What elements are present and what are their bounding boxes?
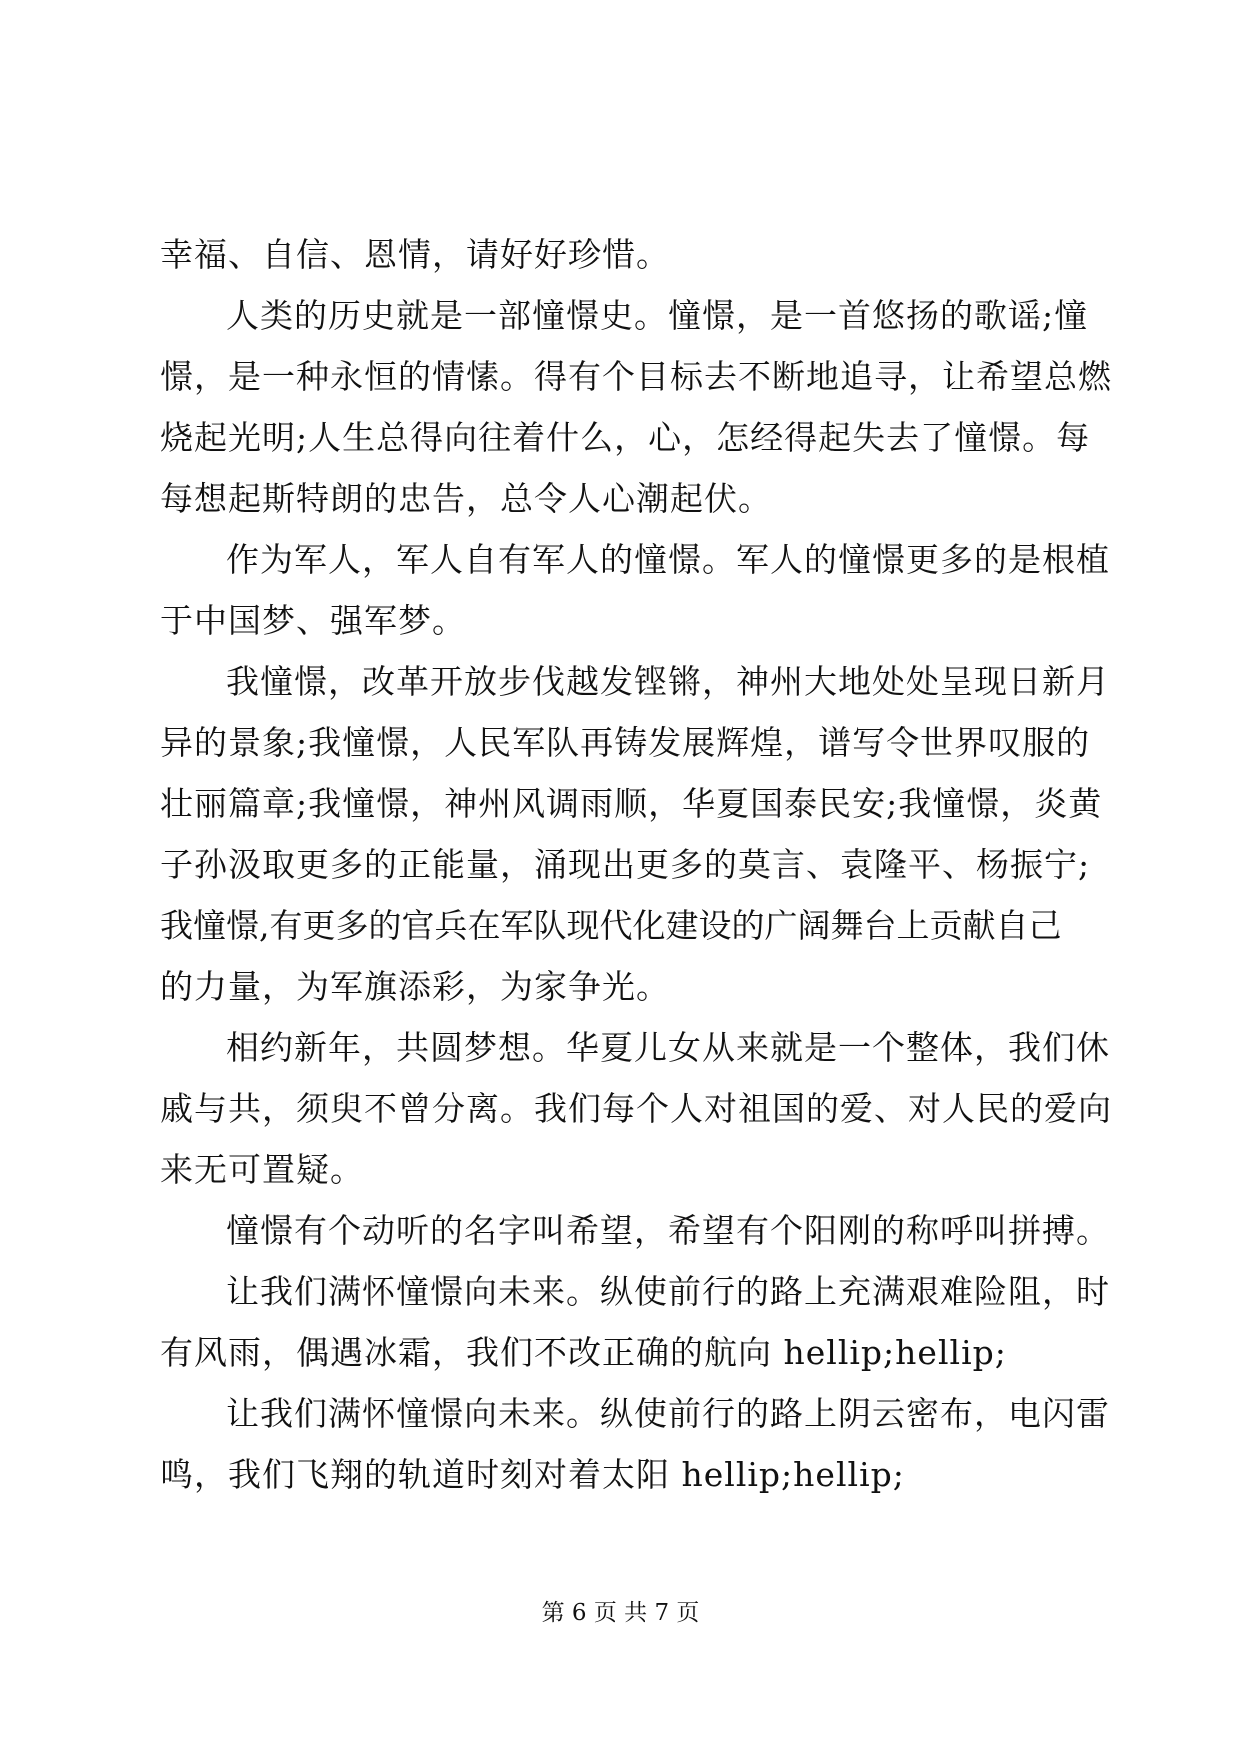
page-number-footer: 第 6 页 共 7 页: [541, 1600, 700, 1626]
text-line: 幸福、自信、恩情，请好好珍惜。: [160, 235, 670, 274]
text-line: 来无可置疑。: [160, 1150, 364, 1189]
text-line: 每想起斯特朗的忠告，总令人心潮起伏。: [160, 479, 772, 518]
text-line: 有风雨，偶遇冰霜，我们不改正确的航向 hellip;hellip;: [160, 1333, 1007, 1372]
text-line: 让我们满怀憧憬向未来。纵使前行的路上充满艰难险阻，时: [226, 1272, 1110, 1311]
text-line: 憧憬有个动听的名字叫希望，希望有个阳刚的称呼叫拼搏。: [226, 1211, 1110, 1250]
text-line: 子孙汲取更多的正能量，涌现出更多的莫言、袁隆平、杨振宁;: [160, 845, 1091, 884]
text-line: 异的景象;我憧憬，人民军队再铸发展辉煌，谱写令世界叹服的: [160, 723, 1091, 762]
text-line: 戚与共，须臾不曾分离。我们每个人对祖国的爱、对人民的爱向: [160, 1089, 1112, 1128]
text-line: 壮丽篇章;我憧憬，神州风调雨顺，华夏国泰民安;我憧憬，炎黄: [160, 784, 1103, 823]
text-line: 憬，是一种永恒的情愫。得有个目标去不断地追寻，让希望总燃: [160, 357, 1112, 396]
text-line: 鸣，我们飞翔的轨道时刻对着太阳 hellip;hellip;: [160, 1455, 905, 1494]
text-line: 作为军人，军人自有军人的憧憬。军人的憧憬更多的是根植: [226, 540, 1110, 579]
text-line: 我憧憬,有更多的官兵在军队现代化建设的广阔舞台上贡献自己: [160, 906, 1062, 945]
text-line: 烧起光明;人生总得向往着什么，心，怎经得起失去了憧憬。每: [160, 418, 1091, 457]
body-text: [160, 224, 1112, 1505]
text-line: 我憧憬，改革开放步伐越发铿锵，神州大地处处呈现日新月: [226, 662, 1110, 701]
text-line: 人类的历史就是一部憧憬史。憧憬，是一首悠扬的歌谣;憧: [226, 296, 1089, 335]
text-line: 让我们满怀憧憬向未来。纵使前行的路上阴云密布，电闪雷: [226, 1394, 1110, 1433]
text-line: 的力量，为军旗添彩，为家争光。: [160, 967, 670, 1006]
text-line: 相约新年，共圆梦想。华夏儿女从来就是一个整体，我们休: [226, 1028, 1110, 1067]
text-line: 于中国梦、强军梦。: [160, 601, 466, 640]
